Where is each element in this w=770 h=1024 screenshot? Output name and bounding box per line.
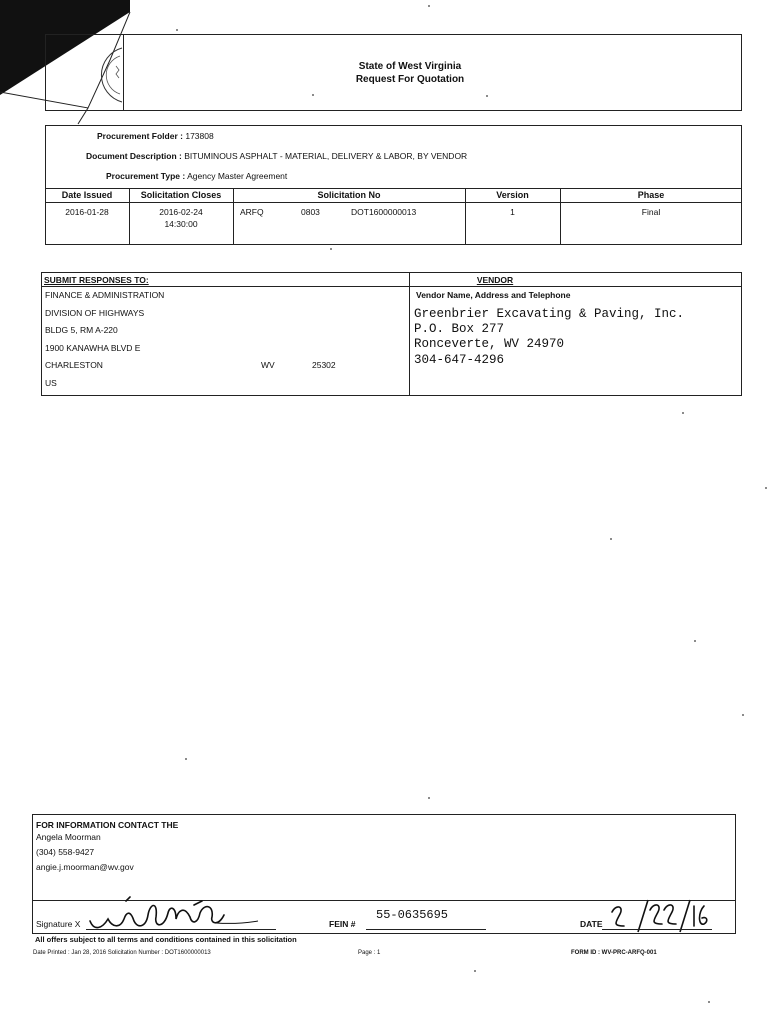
date-issued-value: 2016-01-28	[65, 207, 109, 217]
scan-speck	[742, 714, 744, 716]
table-header-rule	[45, 202, 742, 203]
submit-line-1: FINANCE & ADMINISTRATION	[45, 290, 165, 300]
submit-line-3: BLDG 5, RM A-220	[45, 325, 118, 335]
handwritten-signature	[86, 893, 261, 933]
procurement-type: Procurement Type : Agency Master Agreement	[106, 171, 288, 181]
page-number: Page : 1	[358, 950, 381, 956]
vendor-heading: VENDOR	[476, 275, 514, 285]
submit-vendor-divider	[409, 272, 410, 396]
submit-line-4: 1900 KANAWHA BLVD E	[45, 343, 141, 353]
vendor-subheading: Vendor Name, Address and Telephone	[416, 290, 571, 300]
submit-country: US	[45, 378, 57, 388]
form-id: FORM ID : WV-PRC-ARFQ-001	[571, 950, 657, 956]
submit-heading-rule	[41, 286, 742, 287]
phase-value: Final	[641, 207, 661, 217]
closes-value: 2016-02-24 14:30:00	[159, 207, 203, 229]
terms-notice: All offers subject to all terms and conditions contained in this solicitation	[35, 935, 297, 944]
col-header-date-issued: Date Issued	[61, 190, 113, 200]
fein-underline	[366, 929, 486, 930]
contact-heading: FOR INFORMATION CONTACT THE	[36, 820, 179, 830]
col-header-version: Version	[496, 190, 529, 200]
vendor-phone: 304-647-4296	[414, 353, 505, 367]
signature-underline	[86, 929, 276, 930]
scan-speck	[176, 29, 178, 31]
header-title	[200, 60, 620, 86]
state-name: State of West Virginia	[358, 61, 462, 72]
scan-speck	[610, 538, 612, 540]
scan-speck	[330, 248, 332, 250]
date-printed: Date Printed : Jan 28, 2016 Solicitation Number : DOT1600000013	[33, 950, 211, 956]
date-underline	[602, 929, 712, 930]
scan-speck	[694, 640, 696, 642]
scan-speck	[708, 1001, 710, 1003]
state-seal-icon	[92, 44, 124, 106]
submit-heading: SUBMIT RESPONSES TO:	[44, 275, 149, 285]
vendor-address-2: Ronceverte, WV 24970	[414, 337, 565, 351]
col-header-solicitation-no: Solicitation No	[317, 190, 381, 200]
submit-city: CHARLESTON	[45, 360, 103, 370]
scan-speck	[428, 5, 430, 7]
version-value: 1	[510, 207, 515, 217]
submit-state: WV	[261, 360, 275, 370]
solicitation-dept: 0803	[301, 207, 320, 217]
scan-speck	[486, 95, 488, 97]
contact-email: angie.j.moorman@wv.gov	[36, 862, 134, 872]
solicitation-number: DOT1600000013	[351, 207, 417, 217]
scan-speck	[428, 797, 430, 799]
scan-speck	[312, 94, 314, 96]
vendor-address-1: P.O. Box 277	[414, 322, 505, 336]
fein-label: FEIN #	[329, 919, 356, 929]
col-header-closes: Solicitation Closes	[140, 190, 222, 200]
contact-name: Angela Moorman	[36, 832, 101, 842]
document-type: Request For Quotation	[355, 74, 465, 85]
scan-speck	[474, 970, 476, 972]
table-top-rule	[45, 188, 742, 189]
date-label: DATE	[580, 919, 603, 929]
procurement-folder: Procurement Folder : 173808	[97, 131, 214, 141]
document-description: Document Description : BITUMINOUS ASPHALT - MATERIAL, DELIVERY & LABOR, BY VENDOR	[86, 151, 468, 161]
contact-phone: (304) 558-9427	[36, 847, 95, 857]
signature-label: Signature X	[36, 919, 81, 929]
scan-speck	[682, 412, 684, 414]
scan-speck	[185, 758, 187, 760]
submit-line-2: DIVISION OF HIGHWAYS	[45, 308, 145, 318]
vendor-name: Greenbrier Excavating & Paving, Inc.	[414, 307, 685, 321]
solicitation-prefix: ARFQ	[240, 207, 264, 217]
col-header-phase: Phase	[637, 190, 665, 200]
fein-value: 55-0635695	[376, 908, 449, 922]
submit-zip: 25302	[312, 360, 336, 370]
scan-speck	[765, 487, 767, 489]
